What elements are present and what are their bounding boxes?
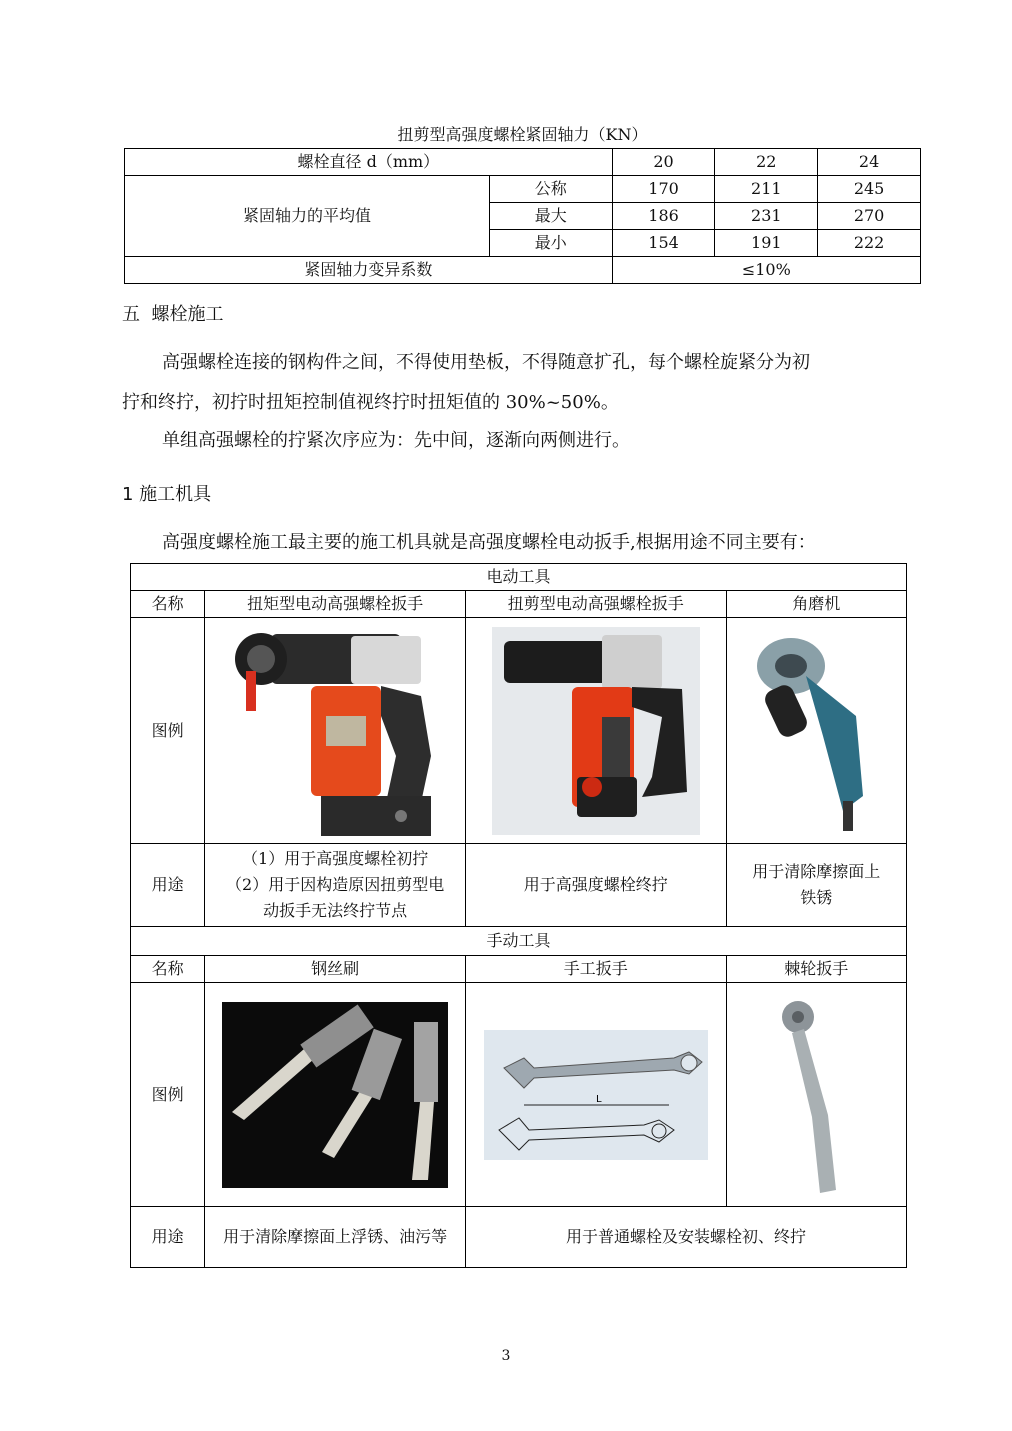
avg-label: 紧固轴力的平均值 xyxy=(125,176,490,257)
shear-wrench-image-cell xyxy=(465,618,726,844)
tool-name: 扭剪型电动高强螺栓扳手 xyxy=(465,591,726,618)
cv-label: 紧固轴力变异系数 xyxy=(125,257,613,284)
diameter-label: 螺栓直径 d（mm） xyxy=(125,149,613,176)
cell: 270 xyxy=(818,203,921,230)
diameter-20: 20 xyxy=(612,149,715,176)
cell: 211 xyxy=(715,176,818,203)
use-line: 动扳手无法终拧节点 xyxy=(263,901,408,920)
wire-brush-image xyxy=(222,1002,448,1188)
paragraph xyxy=(122,421,912,461)
ratchet-wrench-image xyxy=(776,995,856,1195)
cell: 231 xyxy=(715,203,818,230)
diameter-22: 22 xyxy=(715,149,818,176)
tool-name: 钢丝刷 xyxy=(205,956,466,983)
paragraph-line: 单组高强螺栓的拧紧次序应为：先中间，逐渐向两侧进行。 xyxy=(162,430,630,451)
image-label: 图例 xyxy=(131,983,205,1207)
ratchet-wrench-image-cell xyxy=(726,983,906,1207)
cell: 170 xyxy=(612,176,715,203)
shear-wrench-use: 用于高强度螺栓终拧 xyxy=(465,844,726,927)
torque-wrench-image xyxy=(231,626,439,836)
paragraph-line: 高强度螺栓施工最主要的施工机具就是高强度螺栓电动扳手,根据用途不同主要有： xyxy=(162,532,816,553)
paragraph xyxy=(122,343,912,383)
table1-caption: 扭剪型高强度螺栓紧固轴力（KN） xyxy=(397,125,648,144)
hand-wrench-image-cell xyxy=(465,983,726,1207)
torque-wrench-image-cell xyxy=(205,618,466,844)
section-heading: 五 螺栓施工 xyxy=(122,304,224,325)
cell: 191 xyxy=(715,230,818,257)
grinder-use xyxy=(726,844,906,927)
use-line: 铁锈 xyxy=(800,888,833,907)
use-line: （2）用于因构造原因扭剪型电 xyxy=(226,875,445,894)
tool-name: 角磨机 xyxy=(726,591,906,618)
angle-grinder-image-cell xyxy=(726,618,906,844)
cell: 222 xyxy=(818,230,921,257)
use-label: 用途 xyxy=(131,844,205,927)
name-label: 名称 xyxy=(131,591,205,618)
image-label: 图例 xyxy=(131,618,205,844)
cv-value: ≤10% xyxy=(612,257,920,284)
paragraph-line: 拧和终拧，初拧时扭矩控制值视终拧时扭矩值的 30%~50%。 xyxy=(122,392,619,413)
tool-name: 手工扳手 xyxy=(465,956,726,983)
diameter-24: 24 xyxy=(818,149,921,176)
manual-tools-header: 手动工具 xyxy=(131,927,907,956)
row-label-max: 最大 xyxy=(489,203,612,230)
diagram-label: L xyxy=(595,1093,602,1105)
subsection-heading: 1 施工机具 xyxy=(122,484,212,505)
row-label-nominal: 公称 xyxy=(489,176,612,203)
bolt-axial-force-table xyxy=(124,148,921,284)
angle-grinder-image xyxy=(751,626,881,836)
row-label-min: 最小 xyxy=(489,230,612,257)
wrench-use: 用于普通螺栓及安装螺栓初、终拧 xyxy=(465,1207,906,1268)
paragraph xyxy=(122,523,922,563)
tools-table xyxy=(130,563,907,1268)
tool-name: 扭矩型电动高强螺栓扳手 xyxy=(205,591,466,618)
wire-brush-image-cell xyxy=(205,983,466,1207)
use-line: （1）用于高强度螺栓初拧 xyxy=(242,849,429,868)
cell: 186 xyxy=(612,203,715,230)
electric-tools-header: 电动工具 xyxy=(131,564,907,591)
wire-brush-use: 用于清除摩擦面上浮锈、油污等 xyxy=(205,1207,466,1268)
page-number: 3 xyxy=(501,1348,511,1364)
name-label: 名称 xyxy=(131,956,205,983)
torque-wrench-use xyxy=(205,844,466,927)
cell: 245 xyxy=(818,176,921,203)
paragraph-line: 高强螺栓连接的钢构件之间，不得使用垫板，不得随意扩孔，每个螺栓旋紧分为初 xyxy=(162,352,810,373)
cell: 154 xyxy=(612,230,715,257)
shear-wrench-image xyxy=(492,627,700,835)
use-line: 用于清除摩擦面上 xyxy=(752,862,881,881)
hand-wrench-image xyxy=(484,1030,708,1160)
use-label: 用途 xyxy=(131,1207,205,1268)
tool-name: 棘轮扳手 xyxy=(726,956,906,983)
